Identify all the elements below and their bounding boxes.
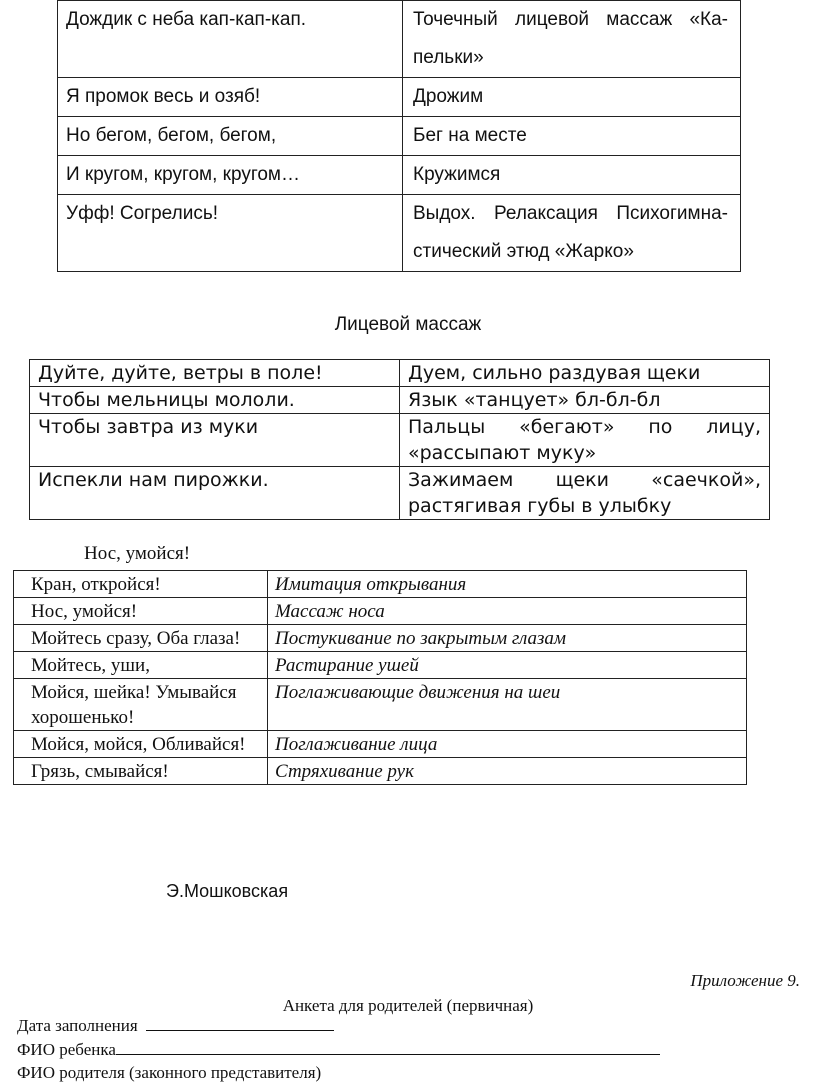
table-cell: Поглаживание лица	[268, 731, 747, 758]
table-cell: Я промок весь и озяб!	[58, 78, 403, 117]
child-name-field-row	[17, 1040, 660, 1060]
table-cell: Дуем, сильно раздувая щеки	[400, 360, 770, 387]
section-title: Лицевой массаж	[334, 314, 482, 335]
table-cell: Кран, откройся!	[14, 571, 268, 598]
table-cell: Дождик с неба кап-кап-кап.	[58, 1, 403, 78]
parent-name-label: ФИО родителя (законного представителя)	[17, 1063, 322, 1082]
table-cell: Но бегом, бегом, бегом,	[58, 117, 403, 156]
table-row	[58, 195, 741, 272]
parent-name-field-row	[17, 1063, 321, 1083]
table-cell: Растирание ушей	[268, 652, 747, 679]
table-row	[30, 467, 770, 520]
date-label: Дата заполнения	[17, 1016, 138, 1035]
table-row	[58, 78, 741, 117]
table-row	[14, 679, 747, 731]
table-row	[58, 156, 741, 195]
child-name-input-line[interactable]	[116, 1040, 660, 1055]
child-name-label: ФИО ребенка	[17, 1040, 116, 1059]
table-cell: Чтобы завтра из муки	[30, 414, 400, 467]
table-cell: Бег на месте	[403, 117, 741, 156]
exercise-table-3	[13, 570, 747, 785]
table-cell: Уфф! Согрелись!	[58, 195, 403, 272]
table-cell: Имитация открывания	[268, 571, 747, 598]
table-row	[14, 652, 747, 679]
table-row	[58, 1, 741, 78]
table-cell: Выдох. Релаксация Психогимна-стический этюд «Жарко»	[403, 195, 741, 272]
table-cell: Пальцы «бегают» по лицу, «рассыпают муку»	[400, 414, 770, 467]
table-cell: И кругом, кругом, кругом…	[58, 156, 403, 195]
exercise-table-1	[57, 0, 741, 272]
appendix-label: Приложение 9.	[690, 971, 800, 990]
table-cell: Кружимся	[403, 156, 741, 195]
table-cell: Мойся, мойся, Обливайся!	[14, 731, 268, 758]
table-row	[14, 731, 747, 758]
table-cell: Грязь, смывайся!	[14, 758, 268, 785]
table-cell: Испекли нам пирожки.	[30, 467, 400, 520]
table-cell: Мойтесь, уши,	[14, 652, 268, 679]
table-row	[14, 571, 747, 598]
poem-title: Нос, умойся!	[84, 543, 191, 564]
table-cell: Зажимаем щеки «саечкой», растягивая губы в улыбку	[400, 467, 770, 520]
table-row	[30, 360, 770, 387]
author-name: Э.Мошковская	[166, 881, 289, 901]
table-row	[30, 387, 770, 414]
table-cell: Чтобы мельницы мололи.	[30, 387, 400, 414]
table-row	[58, 117, 741, 156]
table-cell: Мойся, шейка! Умывайся хорошенько!	[14, 679, 268, 731]
table-cell: Дрожим	[403, 78, 741, 117]
table-row	[14, 598, 747, 625]
date-field-row	[17, 1016, 334, 1036]
table-cell: Стряхивание рук	[268, 758, 747, 785]
table-cell: Язык «танцует» бл-бл-бл	[400, 387, 770, 414]
table-cell: Точечный лицевой массаж «Ка-пельки»	[403, 1, 741, 78]
table-cell: Дуйте, дуйте, ветры в поле!	[30, 360, 400, 387]
table-cell: Массаж носа	[268, 598, 747, 625]
exercise-table-2	[29, 359, 770, 520]
survey-title: Анкета для родителей (первичная)	[282, 996, 534, 1015]
table-row	[14, 625, 747, 652]
table-row	[14, 758, 747, 785]
table-row	[30, 414, 770, 467]
table-cell: Поглаживающие движения на шеи	[268, 679, 747, 731]
table-cell: Постукивание по закрытым глазам	[268, 625, 747, 652]
date-input-line[interactable]	[146, 1016, 334, 1031]
table-cell: Мойтесь сразу, Оба глаза!	[14, 625, 268, 652]
table-cell: Нос, умойся!	[14, 598, 268, 625]
